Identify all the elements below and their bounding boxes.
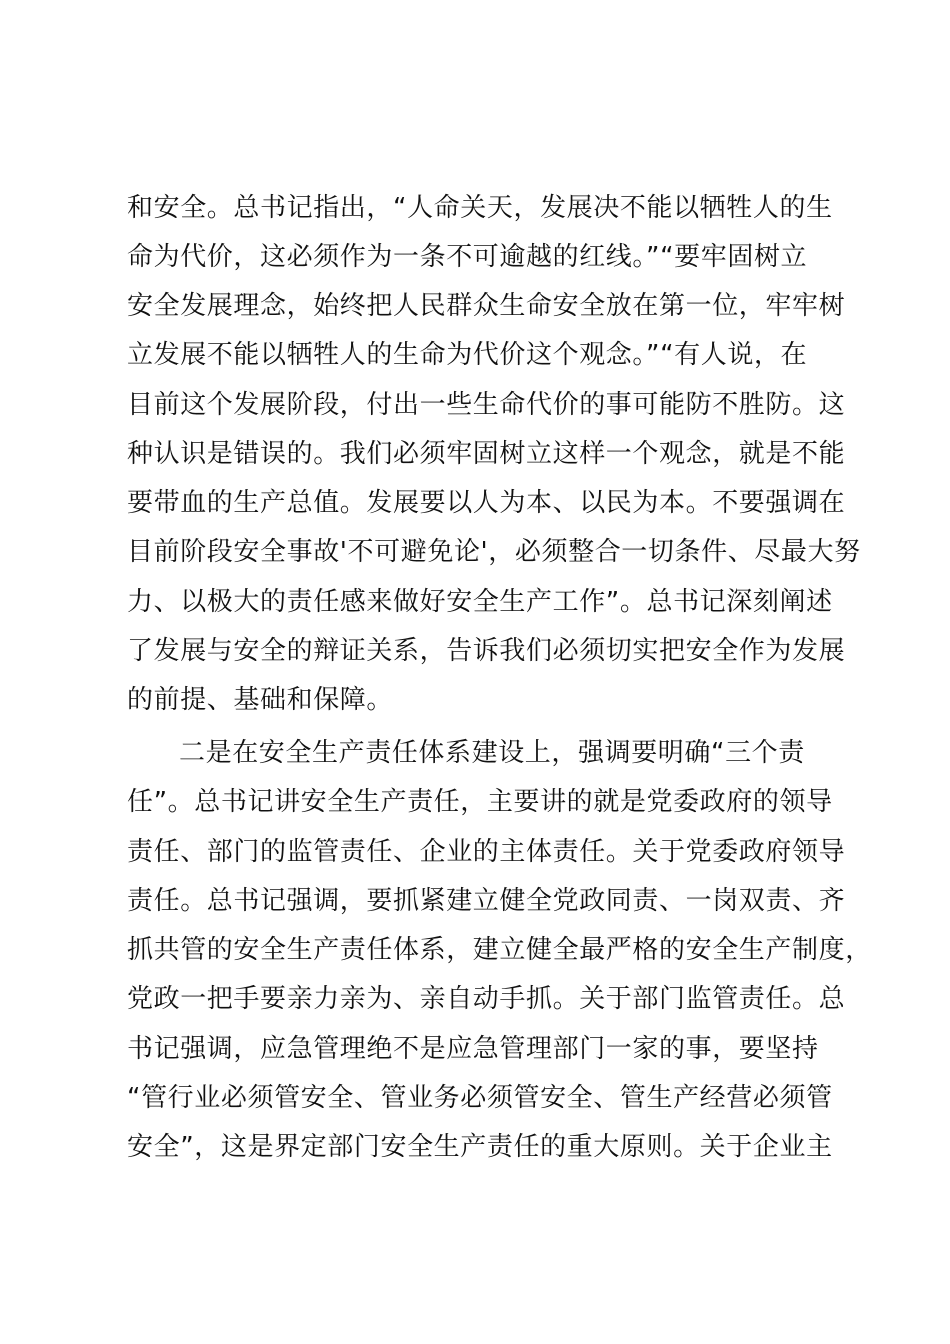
paragraph-first-line: 二是在安全生产责任体系建设上，强调要明确“三个责 bbox=[179, 738, 805, 768]
text-line: 目前这个发展阶段，付出一些生命代价的事可能防不胜防。这 bbox=[127, 390, 846, 420]
text-line: “管行业必须管安全、管业务必须管安全、管生产经营必须管 bbox=[127, 1083, 833, 1113]
text-line: 和安全。总书记指出，“人命关天，发展决不能以牺牲人的生 bbox=[127, 193, 833, 223]
text-line: 安全发展理念，始终把人民群众生命安全放在第一位，牢牢树 bbox=[127, 291, 846, 321]
text-line: 任”。总书记讲安全生产责任，主要讲的就是党委政府的领导 bbox=[127, 787, 833, 817]
text-line: 责任。总书记强调，要抓紧建立健全党政同责、一岗双责、齐 bbox=[127, 886, 846, 916]
text-line: 责任、部门的监管责任、企业的主体责任。关于党委政府领导 bbox=[127, 837, 846, 867]
text-line: 了发展与安全的辩证关系，告诉我们必须切实把安全作为发展 bbox=[127, 636, 846, 666]
text-line: 要带血的生产总值。发展要以人为本、以民为本。不要强调在 bbox=[127, 488, 846, 518]
text-line: 命为代价，这必须作为一条不可逾越的红线。”“要牢固树立 bbox=[127, 242, 808, 272]
text-line: 党政一把手要亲力亲为、亲自动手抓。关于部门监管责任。总 bbox=[127, 984, 846, 1014]
text-line: 安全”，这是界定部门安全生产责任的重大原则。关于企业主 bbox=[127, 1132, 833, 1162]
text-line: 抓共管的安全生产责任体系，建立健全最严格的安全生产制度， bbox=[127, 935, 872, 965]
text-line: 的前提、基础和保障。 bbox=[127, 685, 394, 715]
text-line: 目前阶段安全事故'不可避免论'，必须整合一切条件、尽最大努 bbox=[127, 537, 861, 567]
text-line: 力、以极大的责任感来做好安全生产工作”。总书记深刻阐述 bbox=[127, 587, 833, 617]
text-line: 立发展不能以牺牲人的生命为代价这个观念。”“有人说，在 bbox=[127, 340, 808, 370]
text-line: 书记强调，应急管理绝不是应急管理部门一家的事，要坚持 bbox=[127, 1034, 819, 1064]
text-line: 种认识是错误的。我们必须牢固树立这样一个观念，就是不能 bbox=[127, 439, 846, 469]
